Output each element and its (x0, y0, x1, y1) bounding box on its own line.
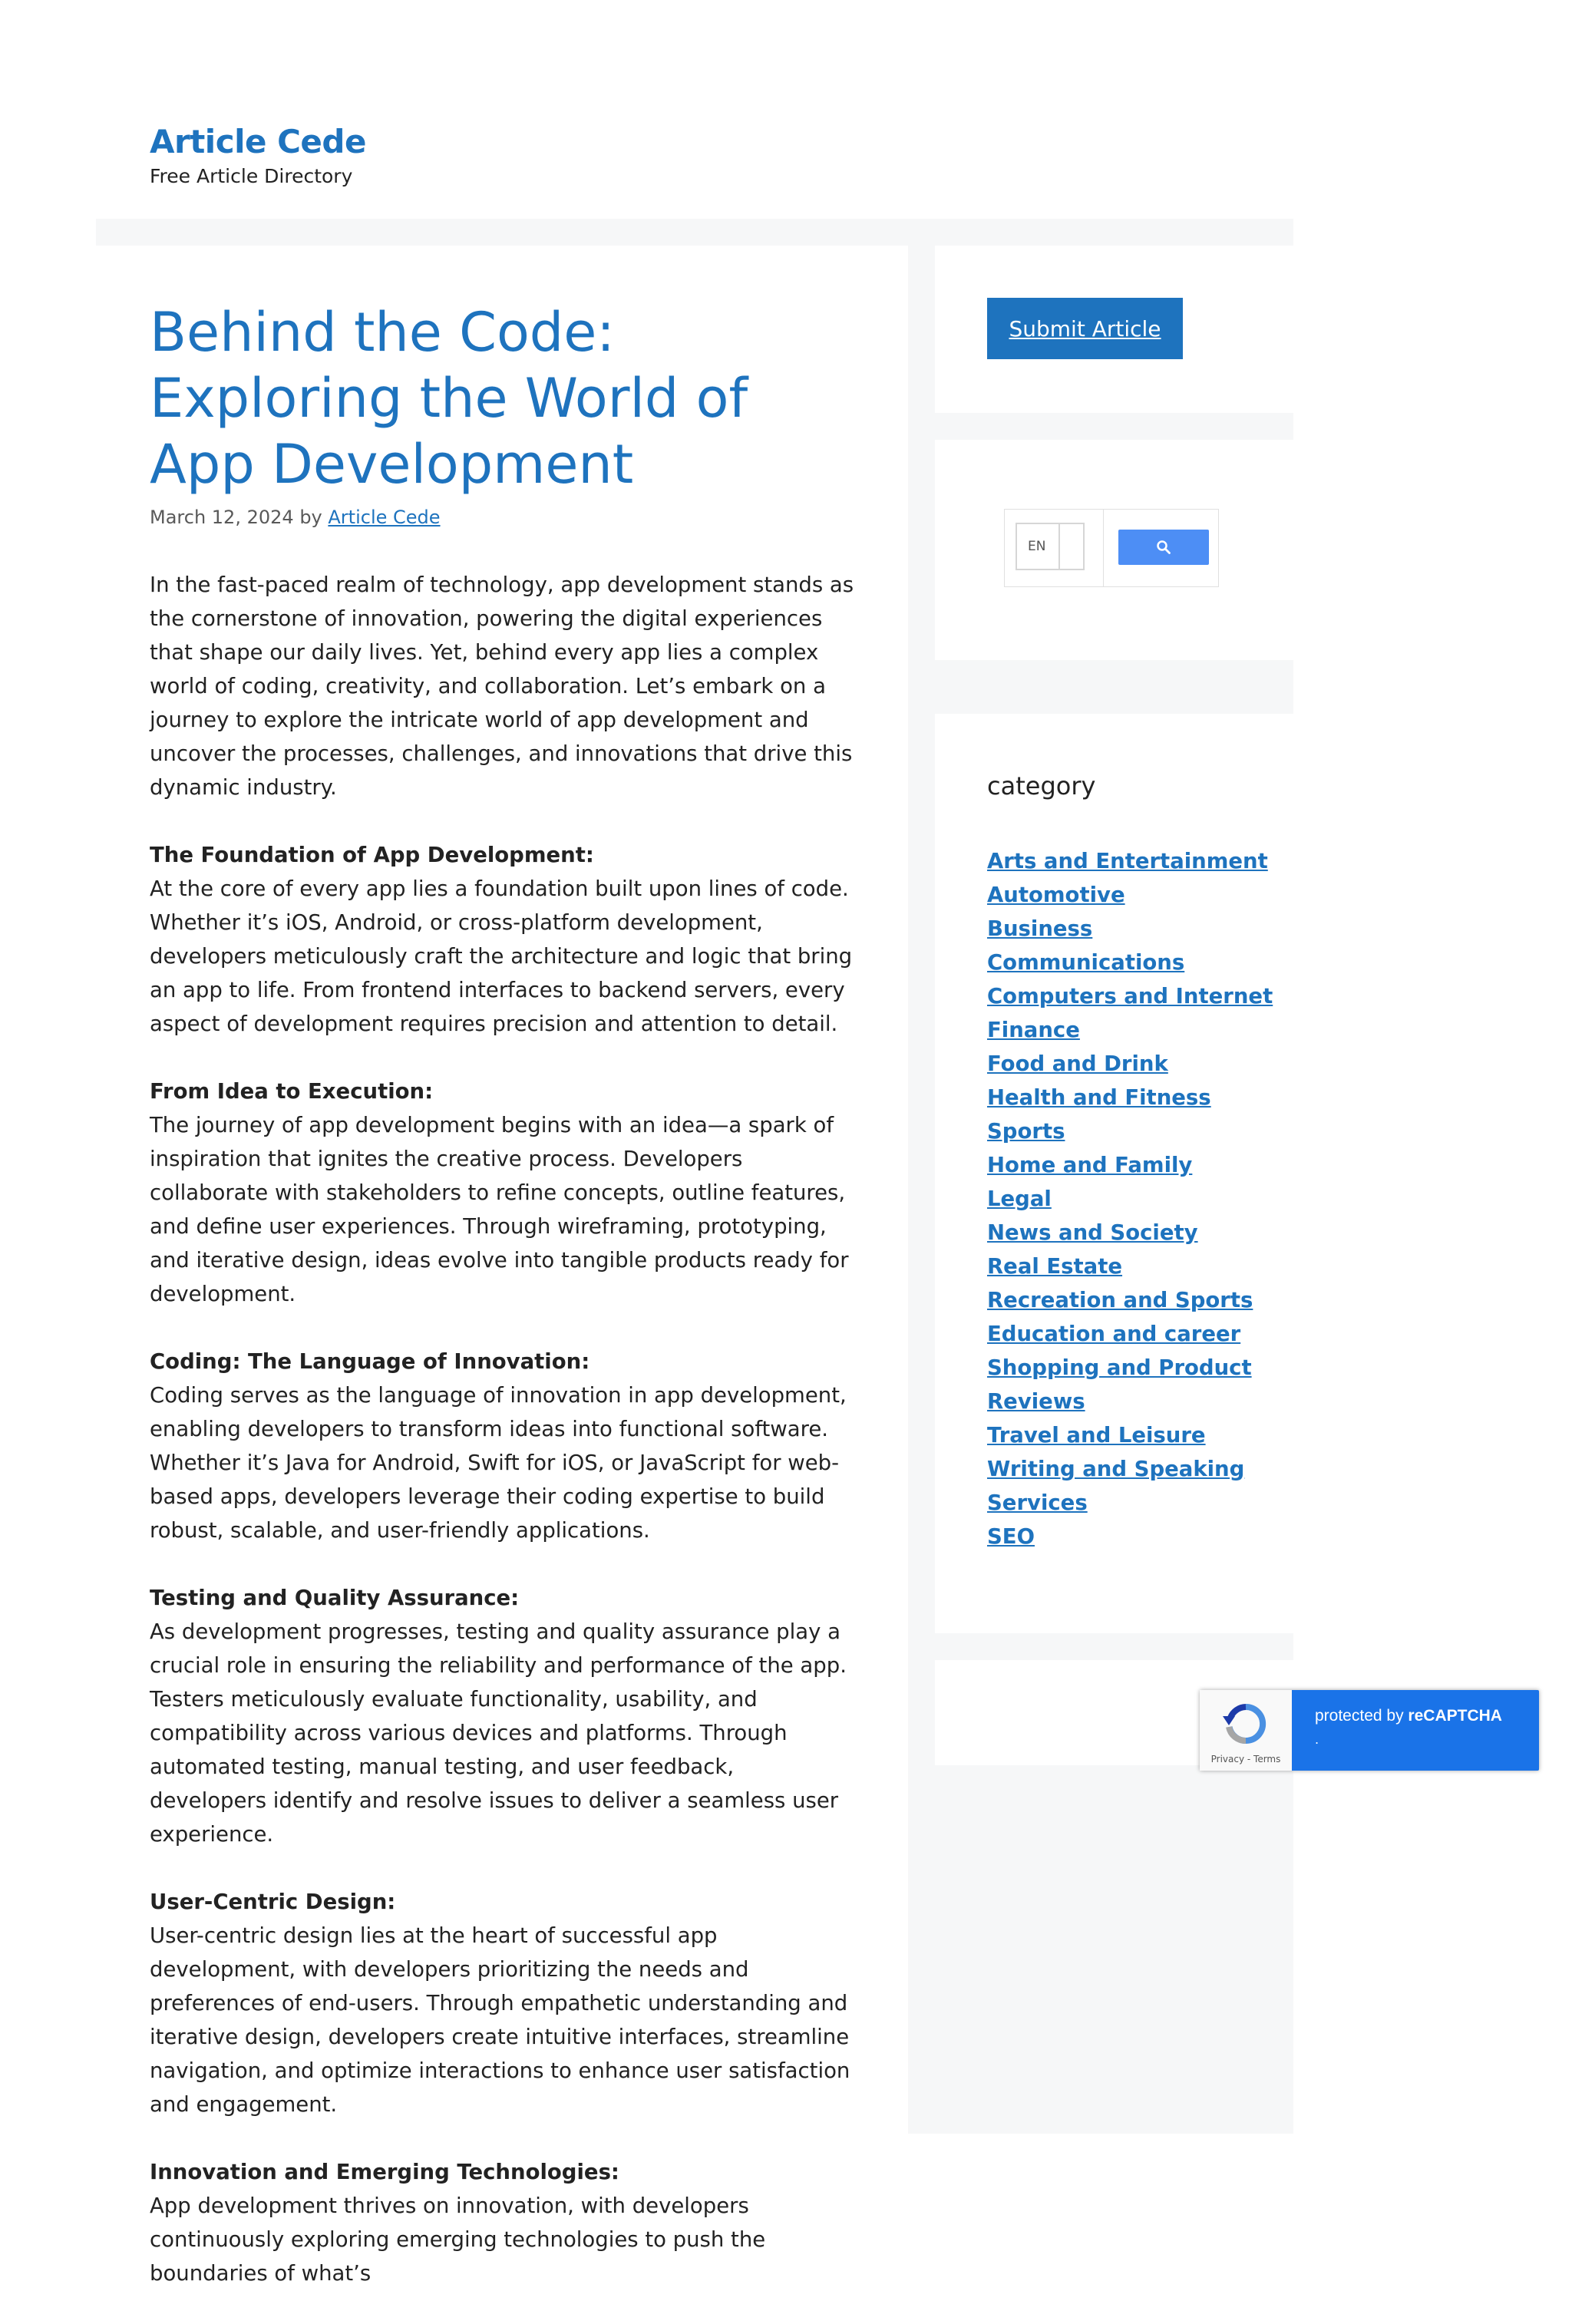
category-item (987, 1182, 1279, 1216)
category-item (987, 1351, 1279, 1418)
recaptcha-text (1315, 1707, 1502, 1725)
section-body: The journey of app development begins with an idea—a spark of inspiration that ignites the creative process. Developers collaborate with stakeholders to refine concepts, outline features, and define user experiences. Through wireframing, prototyping, and iterative design, ideas evolve into tangible products ready for development. (150, 1113, 849, 1306)
category-link[interactable]: Writing and Speaking (987, 1457, 1245, 1481)
section-heading: Innovation and Emerging Technologies: (150, 2160, 619, 2184)
language-label: EN (1028, 539, 1046, 554)
article-date: March 12, 2024 (150, 507, 294, 528)
search-button[interactable] (1118, 530, 1209, 565)
language-selector[interactable] (1016, 523, 1085, 570)
category-item (987, 1216, 1279, 1249)
category-item (987, 1148, 1279, 1182)
section-body: App development thrives on innovation, with developers continuously exploring emerging technologies to push the boundaries of what’s (150, 2194, 766, 2286)
recaptcha-links (1200, 1754, 1292, 1764)
author-link[interactable]: Article Cede (328, 507, 441, 528)
article-section (150, 1075, 856, 1311)
recaptcha-privacy-link[interactable]: Privacy (1210, 1754, 1245, 1764)
recaptcha-terms-link[interactable]: Terms (1253, 1754, 1281, 1764)
category-link[interactable]: Home and Family (987, 1153, 1193, 1177)
category-item (987, 912, 1279, 946)
site-description: Free Article Directory (150, 165, 353, 187)
category-link[interactable]: Travel and Leisure (987, 1423, 1206, 1448)
category-item (987, 1418, 1279, 1452)
recaptcha-dot: . (1315, 1732, 1319, 1747)
category-link[interactable]: Arts and Entertainment (987, 849, 1268, 873)
category-item (987, 1047, 1279, 1081)
category-link[interactable]: Legal (987, 1187, 1052, 1211)
recaptcha-badge[interactable] (1200, 1690, 1539, 1771)
category-link[interactable]: Automotive (987, 883, 1125, 907)
category-link[interactable]: Shopping and Product Reviews (987, 1355, 1252, 1414)
section-heading: The Foundation of App Development: (150, 843, 594, 867)
article-section (150, 1885, 856, 2121)
article-title: Behind the Code: Exploring the World of App Development (150, 301, 748, 496)
category-link[interactable]: Education and career (987, 1322, 1241, 1346)
category-item (987, 1520, 1279, 1553)
category-item (987, 946, 1279, 979)
article-section (150, 2155, 856, 2290)
category-link[interactable]: News and Society (987, 1220, 1198, 1245)
category-item (987, 878, 1279, 912)
article (150, 299, 856, 2324)
section-body: As development progresses, testing and quality assurance play a crucial role in ensuring the reliability and performance of the app. Testers meticulously evaluate functionality, usability, and compatibility across various devices and platforms. Through automated testing, manual testing, and user feedback, developers identify and resolve issues to deliver a seamless user experience. (150, 1619, 847, 1847)
section-heading: From Idea to Execution: (150, 1079, 434, 1104)
article-meta (150, 507, 856, 528)
category-link[interactable]: Food and Drink (987, 1051, 1168, 1076)
category-item (987, 1114, 1279, 1148)
category-item (987, 1283, 1279, 1317)
submit-article-button[interactable]: Submit Article (987, 298, 1183, 359)
article-section (150, 1581, 856, 1851)
recaptcha-icon (1200, 1693, 1292, 1755)
category-link[interactable]: Health and Fitness (987, 1085, 1211, 1110)
category-item (987, 1317, 1279, 1351)
category-link[interactable]: Computers and Internet (987, 984, 1273, 1008)
category-widget (935, 714, 1293, 1633)
recaptcha-protected-label: protected by (1315, 1707, 1404, 1725)
category-item (987, 1081, 1279, 1114)
recaptcha-separator: - (1244, 1754, 1254, 1764)
byline-label: by (299, 507, 322, 528)
article-intro: In the fast-paced realm of technology, app development stands as the cornerstone of innovation, powering the digital experiences that shape our daily lives. Yet, behind every app lies a complex world of coding, creativity, and collaboration. Let’s embark on a journey to explore the intricate world of app development and uncover the processes, challenges, and innovations that drive this dynamic industry. (150, 573, 854, 800)
search-divider (1103, 510, 1104, 586)
category-link[interactable]: Sports (987, 1119, 1065, 1144)
section-heading: Coding: The Language of Innovation: (150, 1349, 590, 1374)
category-link[interactable]: Services (987, 1490, 1088, 1515)
section-heading: User-Centric Design: (150, 1890, 396, 1914)
category-item (987, 1249, 1279, 1283)
article-section (150, 1345, 856, 1547)
section-body: User-centric design lies at the heart of successful app development, with developers prioritizing the needs and preferences of end-users. Through empathetic understanding and iterative design, developers create intuitive interfaces, streamline navigation, and optimize interactions to enhance user satisfaction and engagement. (150, 1923, 850, 2117)
category-link[interactable]: Business (987, 916, 1093, 941)
category-item (987, 1486, 1279, 1520)
category-item (987, 1013, 1279, 1047)
section-heading: Testing and Quality Assurance: (150, 1586, 520, 1610)
category-widget-title: category (987, 771, 1096, 801)
category-link[interactable]: Communications (987, 950, 1185, 975)
section-body: Coding serves as the language of innovation in app development, enabling developers to transform ideas into functional software. Whether it’s Java for Android, Swift for iOS, or JavaScript for web-based apps, developers leverage their coding expertise to build robust, scalable, and user-friendly applications. (150, 1383, 847, 1543)
category-link[interactable]: SEO (987, 1524, 1035, 1549)
recaptcha-logo-box (1200, 1690, 1292, 1771)
main-content (96, 246, 908, 2286)
category-item (987, 979, 1279, 1013)
submit-widget (935, 246, 1293, 413)
article-section (150, 838, 856, 1041)
category-item (987, 844, 1279, 878)
search-box (1004, 509, 1219, 587)
category-item (987, 1452, 1279, 1486)
category-link[interactable]: Recreation and Sports (987, 1288, 1253, 1312)
category-list (987, 844, 1279, 1553)
recaptcha-brand: reCAPTCHA (1408, 1707, 1502, 1725)
site-title-link[interactable]: Article Cede (150, 123, 366, 160)
category-link[interactable]: Finance (987, 1018, 1080, 1042)
search-icon (1156, 540, 1171, 555)
search-widget (935, 440, 1293, 660)
section-body: At the core of every app lies a foundation built upon lines of code. Whether it’s iOS, Android, or cross-platform development, developers meticulously craft the architecture and logic that bring an app to life. From frontend interfaces to backend servers, every aspect of development requires precision and attention to detail. (150, 876, 853, 1036)
language-divider (1058, 524, 1060, 569)
article-body (150, 568, 856, 2290)
category-link[interactable]: Real Estate (987, 1254, 1123, 1279)
